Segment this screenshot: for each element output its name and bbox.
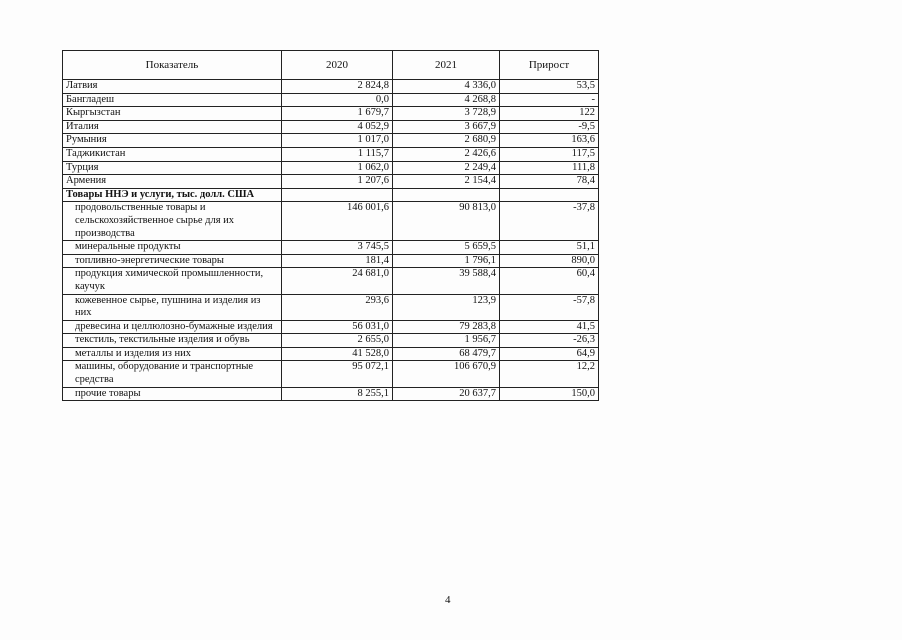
header-2021: 2021: [393, 51, 500, 80]
value-2021: 3 667,9: [393, 120, 500, 134]
section-row: [63, 188, 599, 202]
value-2020: 41 528,0: [282, 347, 393, 361]
value-growth: -: [500, 93, 599, 107]
value-growth: -57,8: [500, 294, 599, 320]
value-2020: 8 255,1: [282, 387, 393, 401]
value-2021: 39 588,4: [393, 268, 500, 294]
value-growth: 117,5: [500, 147, 599, 161]
section-title: Товары ННЭ и услуги, тыс. долл. США: [63, 188, 282, 202]
empty-cell: [282, 188, 393, 202]
row-name: Турция: [63, 161, 282, 175]
header-2020: 2020: [282, 51, 393, 80]
value-2020: 1 062,0: [282, 161, 393, 175]
page-number: 4: [445, 594, 451, 606]
value-2021: 5 659,5: [393, 241, 500, 255]
value-2021: 90 813,0: [393, 202, 500, 241]
value-2020: 146 001,6: [282, 202, 393, 241]
row-name: Армения: [63, 175, 282, 189]
table-row: [63, 147, 599, 161]
table-row: [63, 387, 599, 401]
value-growth: 150,0: [500, 387, 599, 401]
value-2020: 3 745,5: [282, 241, 393, 255]
value-growth: 51,1: [500, 241, 599, 255]
row-name: кожевенное сырье, пушнина и изделия из них: [63, 294, 282, 320]
table-row: [63, 93, 599, 107]
value-2021: 2 249,4: [393, 161, 500, 175]
row-name: минеральные продукты: [63, 241, 282, 255]
table-row: [63, 175, 599, 189]
empty-cell: [393, 188, 500, 202]
header-growth: Прирост: [500, 51, 599, 80]
row-name: Таджикистан: [63, 147, 282, 161]
row-name: Кыргызстан: [63, 107, 282, 121]
row-name: древесина и целлюлозно-бумажные изделия: [63, 320, 282, 334]
value-growth: 60,4: [500, 268, 599, 294]
value-2021: 68 479,7: [393, 347, 500, 361]
row-name: Италия: [63, 120, 282, 134]
row-name: продовольственные товары и сельскохозяйственное сырье для их производства: [63, 202, 282, 241]
value-growth: 12,2: [500, 361, 599, 387]
value-growth: 78,4: [500, 175, 599, 189]
row-name: машины, оборудование и транспортные средства: [63, 361, 282, 387]
value-2020: 1 017,0: [282, 134, 393, 148]
value-2020: 24 681,0: [282, 268, 393, 294]
value-growth: 53,5: [500, 80, 599, 94]
table-row: [63, 320, 599, 334]
table-row: [63, 202, 599, 241]
data-table: [62, 50, 599, 401]
row-name: топливно-энергетические товары: [63, 254, 282, 268]
table-row: [63, 80, 599, 94]
row-name: текстиль, текстильные изделия и обувь: [63, 334, 282, 348]
value-2020: 1 679,7: [282, 107, 393, 121]
value-2021: 2 680,9: [393, 134, 500, 148]
value-2020: 181,4: [282, 254, 393, 268]
value-2020: 4 052,9: [282, 120, 393, 134]
value-growth: 890,0: [500, 254, 599, 268]
table-row: [63, 361, 599, 387]
table-row: [63, 294, 599, 320]
value-2021: 123,9: [393, 294, 500, 320]
table-row: [63, 107, 599, 121]
value-growth: -26,3: [500, 334, 599, 348]
value-growth: 111,8: [500, 161, 599, 175]
value-2021: 1 796,1: [393, 254, 500, 268]
row-name: продукция химической промышленности, каучук: [63, 268, 282, 294]
value-2021: 4 336,0: [393, 80, 500, 94]
value-2020: 1 115,7: [282, 147, 393, 161]
table-row: [63, 347, 599, 361]
value-growth: 64,9: [500, 347, 599, 361]
row-name: Румыния: [63, 134, 282, 148]
value-2020: 2 824,8: [282, 80, 393, 94]
value-2021: 20 637,7: [393, 387, 500, 401]
value-2020: 2 655,0: [282, 334, 393, 348]
value-2020: 293,6: [282, 294, 393, 320]
value-growth: -9,5: [500, 120, 599, 134]
table-header-row: [63, 51, 599, 80]
table-row: [63, 120, 599, 134]
table-row: [63, 241, 599, 255]
empty-cell: [500, 188, 599, 202]
value-2020: 95 072,1: [282, 361, 393, 387]
row-name: Бангладеш: [63, 93, 282, 107]
value-2021: 2 154,4: [393, 175, 500, 189]
value-2020: 1 207,6: [282, 175, 393, 189]
header-indicator: Показатель: [63, 51, 282, 80]
value-2021: 106 670,9: [393, 361, 500, 387]
value-2021: 1 956,7: [393, 334, 500, 348]
value-growth: 163,6: [500, 134, 599, 148]
table-row: [63, 334, 599, 348]
row-name: прочие товары: [63, 387, 282, 401]
value-growth: 122: [500, 107, 599, 121]
value-growth: -37,8: [500, 202, 599, 241]
value-2021: 2 426,6: [393, 147, 500, 161]
value-2021: 4 268,8: [393, 93, 500, 107]
table-row: [63, 254, 599, 268]
value-2021: 3 728,9: [393, 107, 500, 121]
value-2020: 56 031,0: [282, 320, 393, 334]
table-row: [63, 134, 599, 148]
value-2020: 0,0: [282, 93, 393, 107]
row-name: Латвия: [63, 80, 282, 94]
value-2021: 79 283,8: [393, 320, 500, 334]
value-growth: 41,5: [500, 320, 599, 334]
table-row: [63, 161, 599, 175]
row-name: металлы и изделия из них: [63, 347, 282, 361]
table-row: [63, 268, 599, 294]
